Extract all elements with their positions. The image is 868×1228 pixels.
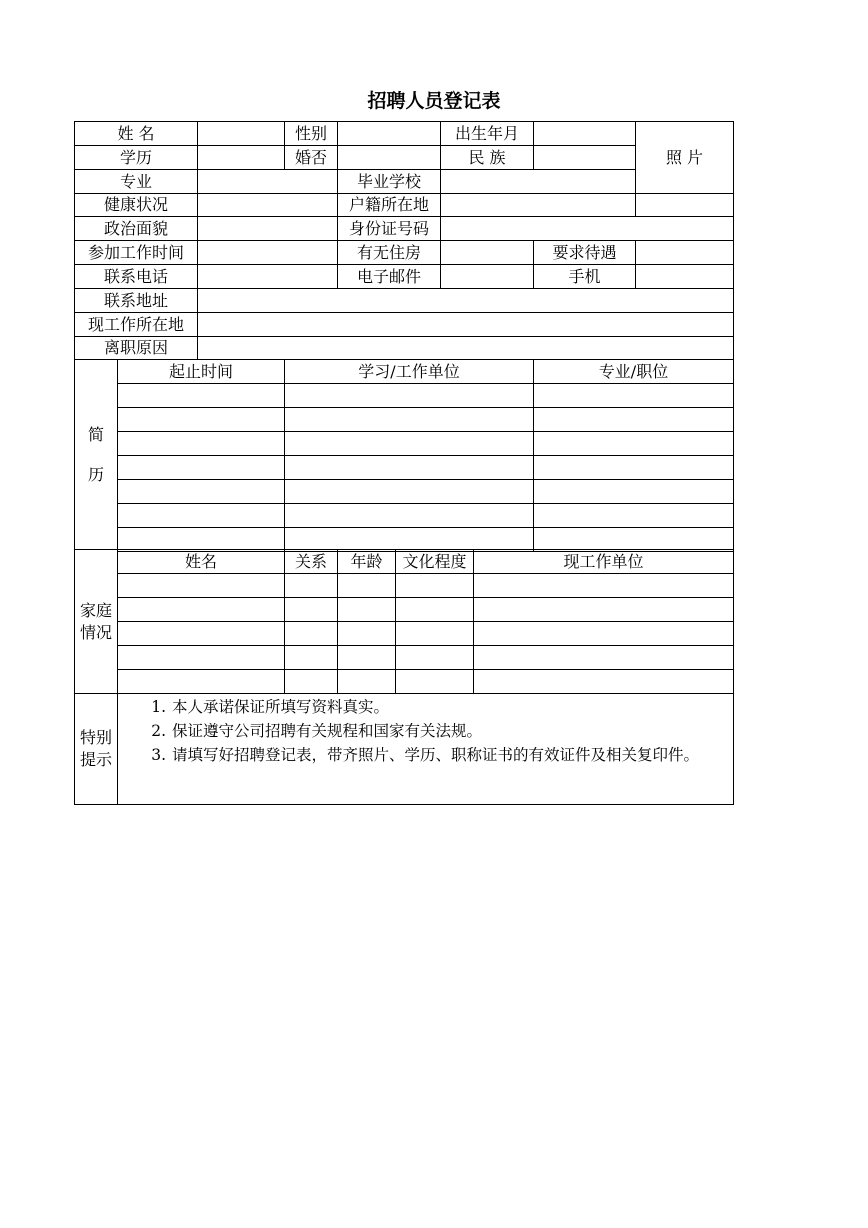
major-label: 专业 — [74, 169, 198, 194]
family-age-cell[interactable] — [337, 597, 396, 622]
photo-box[interactable]: 照 片 — [635, 121, 734, 194]
note-item — [126, 743, 733, 767]
note-text: 保证遵守公司招聘有关规程和国家有关法规。 — [172, 722, 483, 740]
family-education-cell[interactable] — [395, 645, 474, 670]
major-field[interactable] — [197, 169, 338, 194]
politics-field[interactable] — [197, 216, 338, 241]
housing-field[interactable] — [440, 240, 534, 265]
note-number: 2. — [151, 722, 166, 740]
housing-label: 有无住房 — [337, 240, 441, 265]
resume-period-cell[interactable] — [117, 383, 285, 408]
notes-section-label — [74, 693, 118, 805]
family-education-cell[interactable] — [395, 621, 474, 646]
family-name-cell[interactable] — [117, 573, 285, 598]
family-label-2: 情况 — [79, 622, 112, 642]
family-col-name: 姓名 — [117, 549, 285, 574]
note-item — [126, 719, 733, 743]
note-item — [126, 695, 733, 719]
family-relation-cell[interactable] — [284, 573, 338, 598]
salary-label: 要求待遇 — [533, 240, 636, 265]
name-label: 姓 名 — [74, 121, 198, 146]
notes-label-1: 特别 — [79, 728, 112, 748]
note-text: 请填写好招聘登记表，带齐照片、学历、职称证书的有效证件及相关复印件。 — [172, 746, 700, 764]
email-label: 电子邮件 — [337, 264, 441, 289]
ethnicity-label: 民 族 — [440, 145, 534, 170]
politics-label: 政治面貌 — [74, 216, 198, 241]
family-workplace-cell[interactable] — [473, 669, 734, 694]
family-age-cell[interactable] — [337, 645, 396, 670]
health-label: 健康状况 — [74, 193, 198, 217]
id-number-label: 身份证号码 — [337, 216, 441, 241]
school-label: 毕业学校 — [337, 169, 441, 194]
note-number: 3. — [151, 746, 166, 764]
family-name-cell[interactable] — [117, 597, 285, 622]
resume-label-2: 历 — [87, 464, 104, 484]
family-relation-cell[interactable] — [284, 621, 338, 646]
note-number: 1. — [151, 698, 166, 716]
family-education-cell[interactable] — [395, 597, 474, 622]
leave-reason-label: 离职原因 — [74, 336, 198, 360]
gender-label: 性别 — [284, 121, 338, 146]
resume-position-cell[interactable] — [533, 455, 734, 480]
family-education-cell[interactable] — [395, 573, 474, 598]
family-workplace-cell[interactable] — [473, 645, 734, 670]
resume-position-cell[interactable] — [533, 431, 734, 456]
family-col-education: 文化程度 — [395, 549, 474, 574]
name-field[interactable] — [197, 121, 285, 146]
resume-organization-cell[interactable] — [284, 479, 534, 504]
mobile-label: 手机 — [533, 264, 636, 289]
resume-period-cell[interactable] — [117, 479, 285, 504]
hukou-field[interactable] — [440, 193, 636, 217]
hukou-field-extra[interactable] — [635, 193, 734, 217]
family-age-cell[interactable] — [337, 621, 396, 646]
address-field[interactable] — [197, 288, 734, 313]
family-relation-cell[interactable] — [284, 645, 338, 670]
resume-position-cell[interactable] — [533, 479, 734, 504]
family-name-cell[interactable] — [117, 621, 285, 646]
resume-label-1: 简 — [87, 424, 104, 444]
salary-field[interactable] — [635, 240, 734, 265]
resume-col-organization: 学习/工作单位 — [284, 359, 534, 384]
family-workplace-cell[interactable] — [473, 621, 734, 646]
mobile-field[interactable] — [635, 264, 734, 289]
marital-field[interactable] — [337, 145, 441, 170]
gender-field[interactable] — [337, 121, 441, 146]
education-label: 学历 — [74, 145, 198, 170]
resume-organization-cell[interactable] — [284, 383, 534, 408]
resume-position-cell[interactable] — [533, 407, 734, 432]
family-age-cell[interactable] — [337, 573, 396, 598]
work-start-field[interactable] — [197, 240, 338, 265]
address-label: 联系地址 — [74, 288, 198, 313]
birth-field[interactable] — [533, 121, 636, 146]
notes-list — [126, 695, 733, 767]
resume-organization-cell[interactable] — [284, 503, 534, 528]
birth-label: 出生年月 — [440, 121, 534, 146]
resume-period-cell[interactable] — [117, 407, 285, 432]
phone-label: 联系电话 — [74, 264, 198, 289]
resume-col-position: 专业/职位 — [533, 359, 734, 384]
work-start-label: 参加工作时间 — [74, 240, 198, 265]
family-col-age: 年龄 — [337, 549, 396, 574]
family-relation-cell[interactable] — [284, 669, 338, 694]
family-section-label — [74, 549, 118, 694]
work-location-label: 现工作所在地 — [74, 312, 198, 337]
family-age-cell[interactable] — [337, 669, 396, 694]
resume-position-cell[interactable] — [533, 383, 734, 408]
family-name-cell[interactable] — [117, 669, 285, 694]
school-field[interactable] — [440, 169, 636, 194]
hukou-label: 户籍所在地 — [337, 193, 441, 217]
resume-organization-cell[interactable] — [284, 455, 534, 480]
resume-organization-cell[interactable] — [284, 407, 534, 432]
leave-reason-field[interactable] — [197, 336, 734, 360]
phone-field[interactable] — [197, 264, 338, 289]
resume-organization-cell[interactable] — [284, 431, 534, 456]
resume-period-cell[interactable] — [117, 503, 285, 528]
health-field[interactable] — [197, 193, 338, 217]
family-education-cell[interactable] — [395, 669, 474, 694]
marital-label: 婚否 — [284, 145, 338, 170]
resume-section-label — [74, 359, 118, 550]
resume-period-cell[interactable] — [117, 431, 285, 456]
notes-label-2: 提示 — [79, 750, 112, 769]
email-field[interactable] — [440, 264, 534, 289]
resume-col-period: 起止时间 — [117, 359, 285, 384]
family-workplace-cell[interactable] — [473, 597, 734, 622]
ethnicity-field[interactable] — [533, 145, 636, 170]
family-col-workplace: 现工作单位 — [473, 549, 734, 574]
work-location-field[interactable] — [197, 312, 734, 337]
family-name-cell[interactable] — [117, 645, 285, 670]
resume-position-cell[interactable] — [533, 503, 734, 528]
id-number-field[interactable] — [440, 216, 734, 241]
form-title: 招聘人员登记表 — [367, 90, 501, 112]
family-col-relation: 关系 — [284, 549, 338, 574]
education-field[interactable] — [197, 145, 285, 170]
family-workplace-cell[interactable] — [473, 573, 734, 598]
resume-period-cell[interactable] — [117, 455, 285, 480]
family-relation-cell[interactable] — [284, 597, 338, 622]
note-text: 本人承诺保证所填写资料真实。 — [172, 698, 390, 716]
family-label-1: 家庭 — [79, 600, 112, 620]
